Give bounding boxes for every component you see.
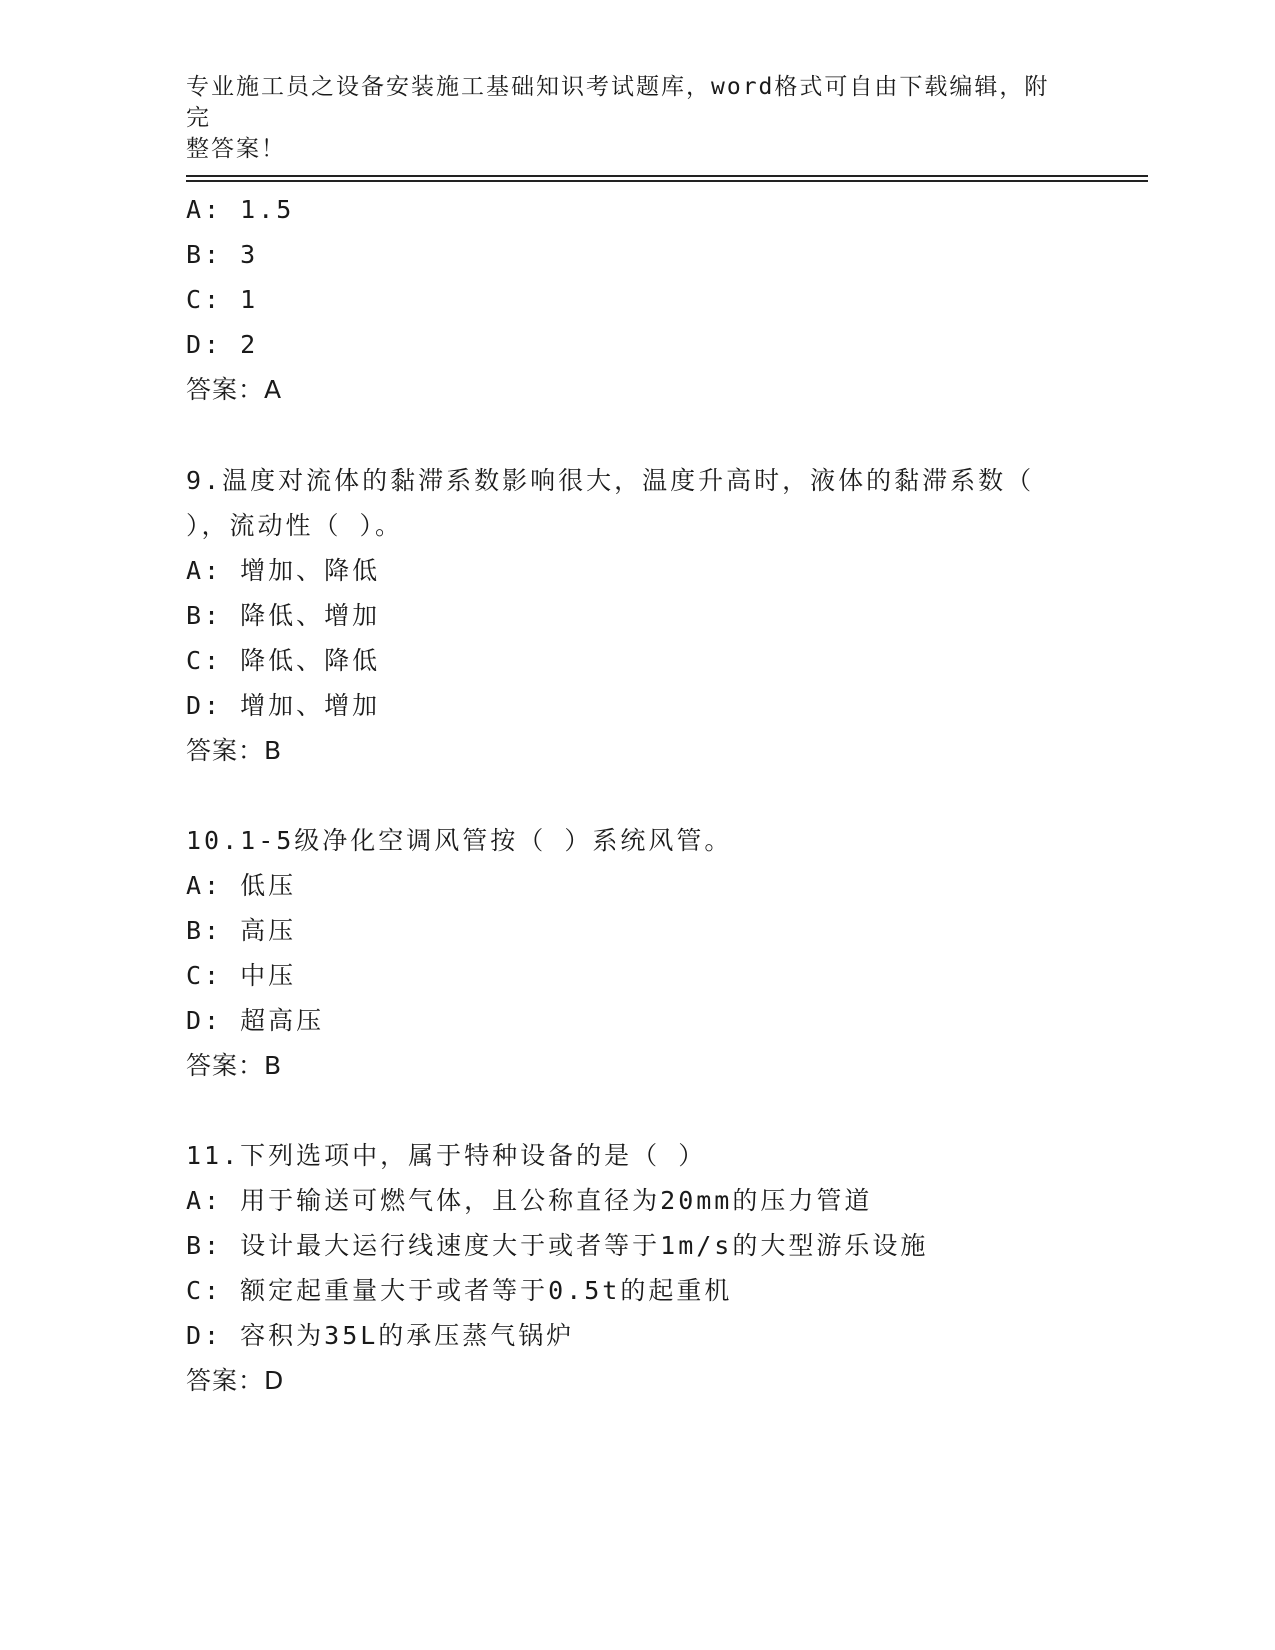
q8-option-d: D: 2: [186, 330, 259, 359]
q8-answer: 答案：A: [186, 375, 283, 404]
q11-option-a: A: 用于输送可燃气体，且公称直径为20mm的压力管道: [186, 1186, 873, 1215]
header-divider-bottom: [186, 180, 1148, 182]
q9-option-d: D: 增加、增加: [186, 691, 381, 720]
q8-option-a: A: 1.5: [186, 195, 295, 224]
q9-stem-line-2: ），流动性（ ）。: [186, 511, 404, 540]
q11-option-d: D: 容积为35L的承压蒸气锅炉: [186, 1321, 575, 1350]
header-line-1: 专业施工员之设备安装施工基础知识考试题库，word格式可自由下载编辑，附完: [186, 74, 1050, 131]
q11-answer: 答案：D: [186, 1366, 285, 1395]
q8-option-c: C: 1: [186, 285, 259, 314]
q10-option-b: B: 高压: [186, 916, 297, 945]
q11-stem: 11.下列选项中，属于特种设备的是（ ）: [186, 1141, 707, 1170]
q9-option-b: B: 降低、增加: [186, 601, 381, 630]
q9-option-c: C: 降低、降低: [186, 646, 381, 675]
header-line-2: 整答案！: [186, 136, 286, 162]
q10-option-a: A: 低压: [186, 871, 297, 900]
q10-option-d: D: 超高压: [186, 1006, 325, 1035]
document-header: [186, 72, 1066, 165]
q10-answer: 答案：B: [186, 1051, 283, 1080]
q10-stem: 10.1-5级净化空调风管按（ ）系统风管。: [186, 826, 733, 855]
q8-option-b: B: 3: [186, 240, 259, 269]
q10-option-c: C: 中压: [186, 961, 297, 990]
q9-answer: 答案：B: [186, 736, 283, 765]
q11-option-c: C: 额定起重量大于或者等于0.5t的起重机: [186, 1276, 733, 1305]
q9-option-a: A: 增加、降低: [186, 556, 381, 585]
header-divider-top: [186, 175, 1148, 177]
q9-stem-line-1: 9.温度对流体的黏滞系数影响很大，温度升高时，液体的黏滞系数（: [186, 466, 1035, 495]
q11-option-b: B: 设计最大运行线速度大于或者等于1m/s的大型游乐设施: [186, 1231, 929, 1260]
